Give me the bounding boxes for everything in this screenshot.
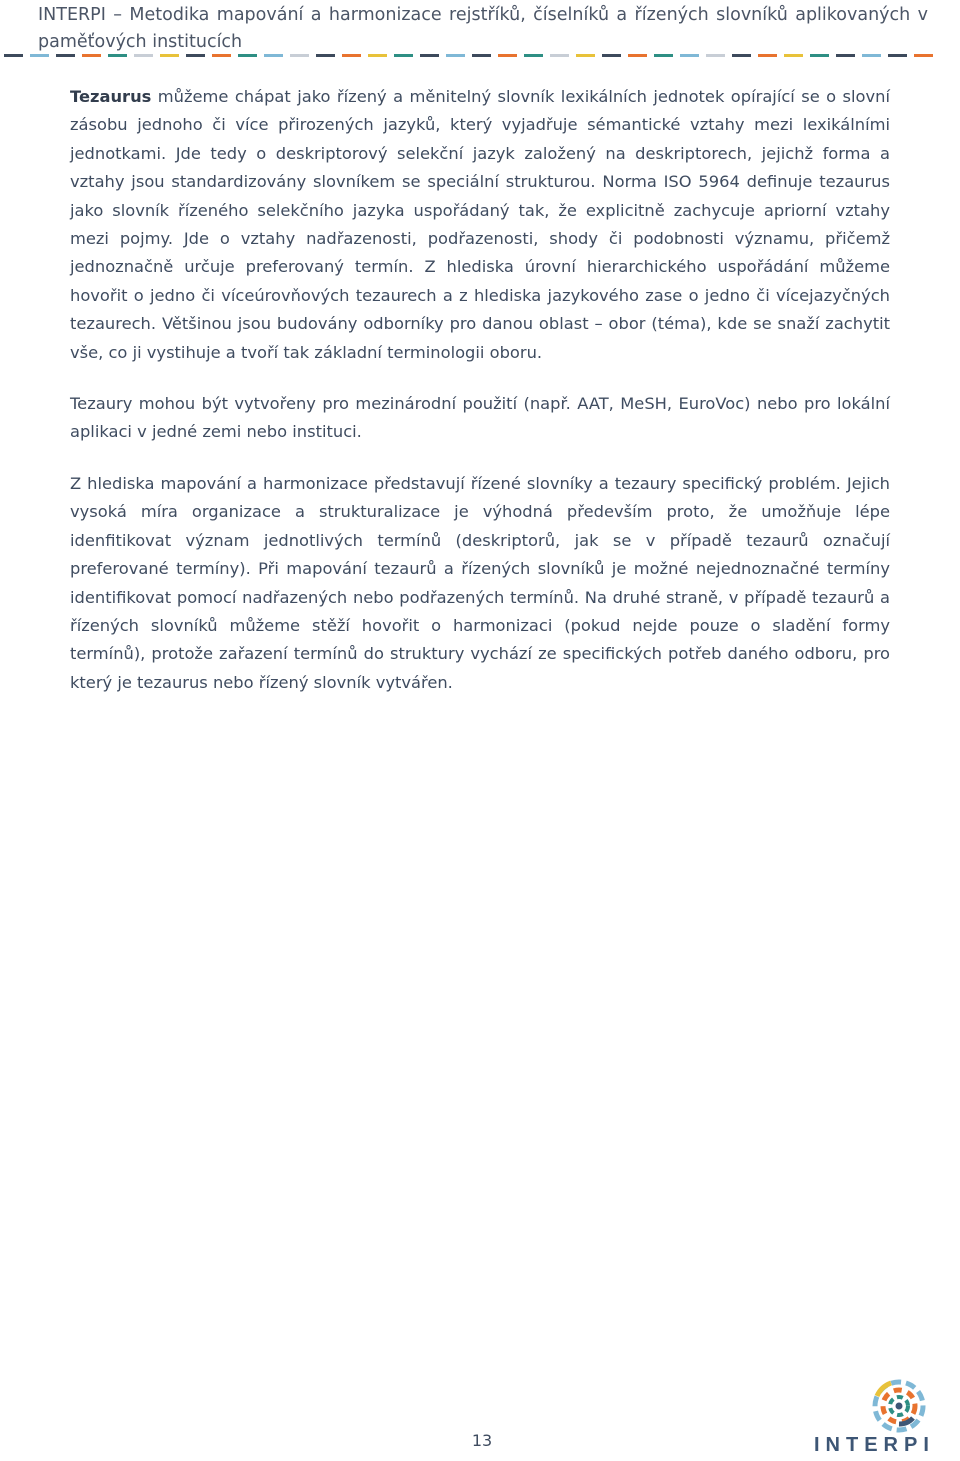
stripe-segment [602,54,621,57]
stripe-segment [4,54,23,57]
stripe-segment [498,54,517,57]
stripe-segment [628,54,647,57]
stripe-segment [472,54,491,57]
stripe-segment [368,54,387,57]
stripe-segment [524,54,543,57]
stripe-segment [888,54,907,57]
stripe-segment [680,54,699,57]
stripe-segment [342,54,361,57]
stripe-segment [212,54,231,57]
stripe-segment [784,54,803,57]
stripe-segment [290,54,309,57]
term-tezaurus: Tezaurus [70,87,152,106]
stripe-segment [108,54,127,57]
stripe-segment [186,54,205,57]
page-header-title: INTERPI – Metodika mapování a harmonizace rejstříků, číselníků a řízených slovníků aplikovaných v paměťových institucích [38,5,928,52]
stripe-segment [238,54,257,57]
interpi-logo-text: INTERPI [814,1434,935,1456]
stripe-segment [30,54,49,57]
stripe-segment [316,54,335,57]
header-color-stripe [0,54,960,58]
paragraph-tezaurus-definition [70,83,890,367]
stripe-segment [732,54,751,57]
stripe-segment [836,54,855,57]
stripe-segment [420,54,439,57]
stripe-segment [550,54,569,57]
body-text [70,83,890,720]
paragraph-tezaury-usage: Tezaury mohou být vytvořeny pro mezinárodní použití (např. AAT, MeSH, EuroVoc) nebo pro lokální aplikaci v jedné zemi nebo instituci. [70,394,890,442]
stripe-segment [810,54,829,57]
stripe-segment [576,54,595,57]
stripe-segment [264,54,283,57]
stripe-segment [654,54,673,57]
stripe-segment [914,54,933,57]
stripe-segment [862,54,881,57]
interpi-logo [812,1378,934,1458]
stripe-segment [160,54,179,57]
interpi-logo-icon [870,1378,928,1434]
stripe-segment [82,54,101,57]
paragraph-mapping-harmonization: Z hlediska mapování a harmonizace představují řízené slovníky a tezaury specifický problém. Jejich vysoká míra organizace a strukturalizace je výhodná především proto, že umožňuje lépe idenfitikovat význam jednotlivých termínů (deskriptorů, jak se v případě tezaurů označují preferované termíny). Při mapování tezaurů a řízených slovníků je možné nejednoznačné termíny identifikovat pomocí nadřazených nebo podřazených termínů. Na druhé straně, v případě tezaurů a řízených slovníků můžeme stěží hovořit o harmonizaci (pokud nejde pouze o sladění formy termínů), protože zařazení termínů do struktury vychází ze specifických potřeb daného odboru, pro který je tezaurus nebo řízený slovník vytvářen. [70,473,890,692]
stripe-segment [134,54,153,57]
paragraph-text: můžeme chápat jako řízený a měnitelný slovník lexikálních jednotek opírající se o slovní zásobu jednoho či více přirozených jazyků, který vyjadřuje sémantické vztahy mezi lexikálními jednotkami. Jde tedy o deskriptorový selekční jazyk založený na deskriptorech, jejichž forma a vztahy jsou standardizovány slovníkem se speciální strukturou. Norma ISO 5964 definuje tezaurus jako slovník řízeného selekčního jazyka uspořádaný tak, že explicitně zachycuje apriorní vztahy mezi pojmy. Jde o vztahy nadřazenosti, podřazenosti, shody či podobnosti významu, přičemž jednoznačně určuje preferovaný termín. Z hlediska úrovní hierarchického uspořádání můžeme hovořit o jedno či víceúrovňových tezaurech a z hlediska jazykového zase o jedno či vícejazyčných tezaurech. Většinou jsou budovány odborníky pro danou oblast – obor (téma), kde se snaží zachytit vše, co ji vystihuje a tvoří tak základní terminologii oboru. [70,87,890,362]
stripe-segment [446,54,465,57]
page-number: 13 [471,1431,493,1450]
stripe-segment [706,54,725,57]
stripe-segment [394,54,413,57]
stripe-segment [56,54,75,57]
stripe-segment [758,54,777,57]
